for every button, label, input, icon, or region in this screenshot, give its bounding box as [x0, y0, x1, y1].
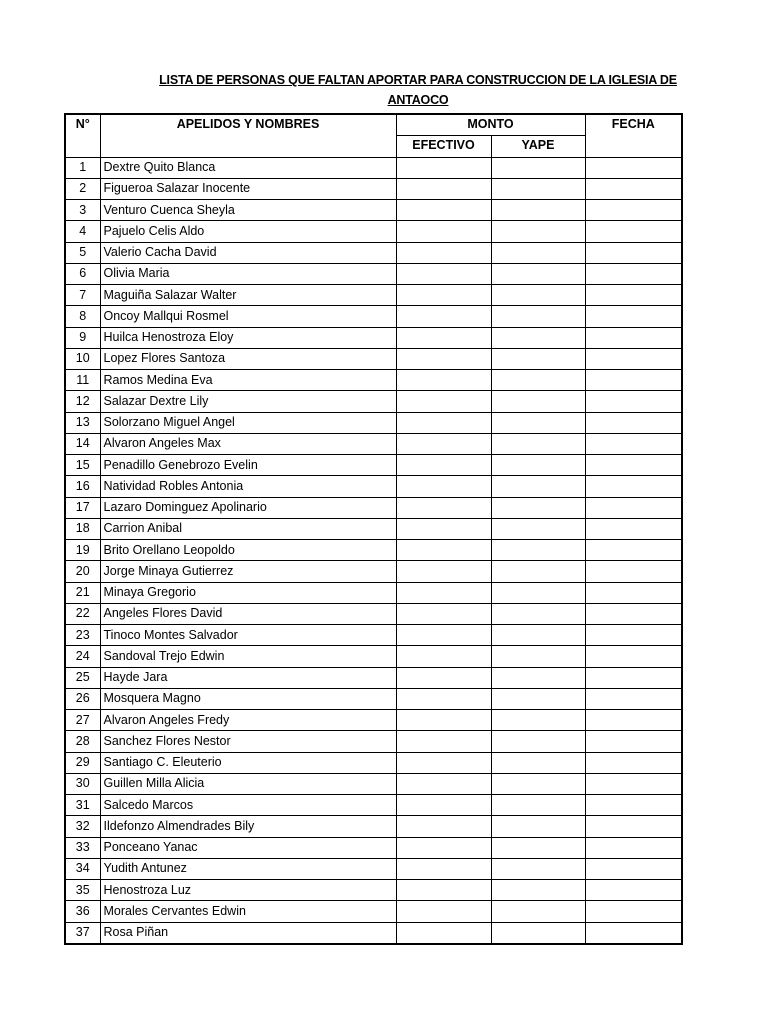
cell-yape [491, 242, 585, 263]
row-name: Henostroza Luz [100, 880, 396, 901]
cell-yape [491, 880, 585, 901]
cell-yape [491, 922, 585, 944]
cell-date [585, 837, 682, 858]
row-name: Ramos Medina Eva [100, 370, 396, 391]
cell-cash [396, 880, 491, 901]
row-name: Maguiña Salazar Walter [100, 285, 396, 306]
row-number: 27 [65, 710, 100, 731]
cell-date [585, 901, 682, 922]
row-name: Carrion Anibal [100, 518, 396, 539]
row-number: 14 [65, 433, 100, 454]
cell-date [585, 752, 682, 773]
table-row [65, 603, 682, 624]
table-row [65, 263, 682, 284]
row-name: Angeles Flores David [100, 603, 396, 624]
cell-date [585, 412, 682, 433]
cell-yape [491, 858, 585, 879]
table-row [65, 370, 682, 391]
table-row [65, 773, 682, 794]
row-number: 2 [65, 178, 100, 199]
row-number: 33 [65, 837, 100, 858]
cell-cash [396, 178, 491, 199]
table-row [65, 221, 682, 242]
row-name: Valerio Cacha David [100, 242, 396, 263]
row-number: 8 [65, 306, 100, 327]
cell-cash [396, 646, 491, 667]
row-name: Sanchez Flores Nestor [100, 731, 396, 752]
cell-cash [396, 455, 491, 476]
cell-date [585, 455, 682, 476]
cell-yape [491, 582, 585, 603]
cell-yape [491, 285, 585, 306]
cell-cash [396, 348, 491, 369]
cell-cash [396, 710, 491, 731]
cell-yape [491, 221, 585, 242]
row-name: Yudith Antunez [100, 858, 396, 879]
table-row [65, 285, 682, 306]
cell-yape [491, 710, 585, 731]
cell-cash [396, 200, 491, 221]
table-row [65, 667, 682, 688]
cell-date [585, 200, 682, 221]
cell-cash [396, 561, 491, 582]
row-number: 31 [65, 795, 100, 816]
table-row [65, 710, 682, 731]
cell-yape [491, 837, 585, 858]
cell-date [585, 178, 682, 199]
row-name: Alvaron Angeles Fredy [100, 710, 396, 731]
row-number: 12 [65, 391, 100, 412]
table-row [65, 880, 682, 901]
row-name: Rosa Piñan [100, 922, 396, 944]
table-row [65, 901, 682, 922]
row-number: 29 [65, 752, 100, 773]
row-name: Hayde Jara [100, 667, 396, 688]
row-number: 11 [65, 370, 100, 391]
table-row [65, 922, 682, 944]
cell-cash [396, 837, 491, 858]
row-name: Solorzano Miguel Angel [100, 412, 396, 433]
cell-date [585, 731, 682, 752]
cell-yape [491, 561, 585, 582]
cell-date [585, 157, 682, 178]
row-name: Lopez Flores Santoza [100, 348, 396, 369]
cell-date [585, 561, 682, 582]
row-number: 30 [65, 773, 100, 794]
table-row [65, 455, 682, 476]
cell-cash [396, 370, 491, 391]
header-row [65, 114, 682, 136]
cell-date [585, 433, 682, 454]
row-name: Sandoval Trejo Edwin [100, 646, 396, 667]
cell-yape [491, 816, 585, 837]
header-names: APELIDOS Y NOMBRES [100, 114, 396, 157]
cell-yape [491, 646, 585, 667]
row-name: Jorge Minaya Gutierrez [100, 561, 396, 582]
cell-date [585, 391, 682, 412]
cell-cash [396, 603, 491, 624]
row-name: Olivia Maria [100, 263, 396, 284]
cell-yape [491, 625, 585, 646]
cell-date [585, 497, 682, 518]
cell-date [585, 858, 682, 879]
row-number: 13 [65, 412, 100, 433]
row-number: 19 [65, 540, 100, 561]
cell-date [585, 582, 682, 603]
row-number: 26 [65, 688, 100, 709]
table-row [65, 476, 682, 497]
cell-cash [396, 858, 491, 879]
cell-yape [491, 497, 585, 518]
cell-cash [396, 582, 491, 603]
cell-date [585, 306, 682, 327]
cell-cash [396, 625, 491, 646]
cell-date [585, 710, 682, 731]
row-name: Brito Orellano Leopoldo [100, 540, 396, 561]
table-row [65, 646, 682, 667]
row-number: 16 [65, 476, 100, 497]
table-row [65, 391, 682, 412]
row-number: 20 [65, 561, 100, 582]
row-name: Natividad Robles Antonia [100, 476, 396, 497]
row-number: 17 [65, 497, 100, 518]
row-number: 32 [65, 816, 100, 837]
contributions-table [64, 113, 683, 945]
cell-yape [491, 455, 585, 476]
row-name: Ponceano Yanac [100, 837, 396, 858]
row-name: Salazar Dextre Lily [100, 391, 396, 412]
cell-cash [396, 816, 491, 837]
table-row [65, 178, 682, 199]
table-row [65, 561, 682, 582]
row-name: Huilca Henostroza Eloy [100, 327, 396, 348]
row-number: 15 [65, 455, 100, 476]
cell-yape [491, 603, 585, 624]
cell-cash [396, 157, 491, 178]
cell-date [585, 221, 682, 242]
cell-yape [491, 263, 585, 284]
table-body [65, 157, 682, 944]
cell-yape [491, 688, 585, 709]
cell-yape [491, 200, 585, 221]
row-number: 3 [65, 200, 100, 221]
cell-yape [491, 178, 585, 199]
table-row [65, 157, 682, 178]
table-row [65, 752, 682, 773]
cell-cash [396, 433, 491, 454]
row-name: Penadillo Genebrozo Evelin [100, 455, 396, 476]
table-row [65, 327, 682, 348]
table-row [65, 816, 682, 837]
cell-date [585, 773, 682, 794]
table-row [65, 582, 682, 603]
cell-yape [491, 731, 585, 752]
row-number: 6 [65, 263, 100, 284]
row-name: Salcedo Marcos [100, 795, 396, 816]
row-name: Dextre Quito Blanca [100, 157, 396, 178]
table-row [65, 540, 682, 561]
cell-cash [396, 667, 491, 688]
row-number: 24 [65, 646, 100, 667]
cell-cash [396, 412, 491, 433]
cell-date [585, 285, 682, 306]
cell-yape [491, 540, 585, 561]
table-row [65, 837, 682, 858]
row-number: 7 [65, 285, 100, 306]
row-number: 37 [65, 922, 100, 944]
cell-date [585, 370, 682, 391]
cell-date [585, 625, 682, 646]
cell-date [585, 646, 682, 667]
row-name: Minaya Gregorio [100, 582, 396, 603]
cell-yape [491, 433, 585, 454]
cell-yape [491, 476, 585, 497]
header-cash: EFECTIVO [396, 136, 491, 157]
cell-cash [396, 263, 491, 284]
cell-date [585, 263, 682, 284]
table-row [65, 497, 682, 518]
row-number: 25 [65, 667, 100, 688]
table-row [65, 688, 682, 709]
row-name: Santiago C. Eleuterio [100, 752, 396, 773]
cell-cash [396, 922, 491, 944]
table-row [65, 731, 682, 752]
cell-cash [396, 752, 491, 773]
cell-yape [491, 752, 585, 773]
row-name: Figueroa Salazar Inocente [100, 178, 396, 199]
row-name: Guillen Milla Alicia [100, 773, 396, 794]
cell-cash [396, 476, 491, 497]
cell-yape [491, 518, 585, 539]
table-row [65, 412, 682, 433]
cell-yape [491, 327, 585, 348]
cell-cash [396, 540, 491, 561]
table-row [65, 795, 682, 816]
cell-date [585, 540, 682, 561]
row-name: Mosquera Magno [100, 688, 396, 709]
cell-yape [491, 412, 585, 433]
row-name: Venturo Cuenca Sheyla [100, 200, 396, 221]
cell-date [585, 816, 682, 837]
row-number: 10 [65, 348, 100, 369]
row-number: 28 [65, 731, 100, 752]
cell-cash [396, 901, 491, 922]
cell-cash [396, 518, 491, 539]
cell-date [585, 348, 682, 369]
header-amount: MONTO [396, 114, 585, 136]
cell-yape [491, 795, 585, 816]
document-title-line2 [60, 91, 768, 109]
cell-cash [396, 285, 491, 306]
cell-yape [491, 370, 585, 391]
cell-cash [396, 242, 491, 263]
row-number: 23 [65, 625, 100, 646]
row-number: 35 [65, 880, 100, 901]
cell-date [585, 688, 682, 709]
cell-cash [396, 731, 491, 752]
cell-yape [491, 391, 585, 412]
cell-cash [396, 221, 491, 242]
row-number: 4 [65, 221, 100, 242]
row-number: 22 [65, 603, 100, 624]
table-row [65, 625, 682, 646]
cell-date [585, 795, 682, 816]
row-name: Tinoco Montes Salvador [100, 625, 396, 646]
cell-yape [491, 773, 585, 794]
cell-yape [491, 306, 585, 327]
header-yape: YAPE [491, 136, 585, 157]
cell-cash [396, 391, 491, 412]
cell-date [585, 476, 682, 497]
cell-date [585, 667, 682, 688]
cell-yape [491, 901, 585, 922]
cell-date [585, 603, 682, 624]
cell-yape [491, 667, 585, 688]
cell-yape [491, 157, 585, 178]
row-name: Ildefonzo Almendrades Bily [100, 816, 396, 837]
cell-cash [396, 688, 491, 709]
table-row [65, 306, 682, 327]
cell-date [585, 242, 682, 263]
row-name: Morales Cervantes Edwin [100, 901, 396, 922]
header-date: FECHA [585, 114, 682, 157]
cell-cash [396, 306, 491, 327]
row-name: Oncoy Mallqui Rosmel [100, 306, 396, 327]
cell-yape [491, 348, 585, 369]
table-row [65, 200, 682, 221]
row-number: 34 [65, 858, 100, 879]
table-row [65, 518, 682, 539]
row-number: 9 [65, 327, 100, 348]
cell-cash [396, 497, 491, 518]
row-number: 5 [65, 242, 100, 263]
cell-date [585, 327, 682, 348]
row-number: 18 [65, 518, 100, 539]
cell-date [585, 880, 682, 901]
header-number: N° [65, 114, 100, 157]
cell-cash [396, 327, 491, 348]
table-row [65, 242, 682, 263]
cell-cash [396, 795, 491, 816]
cell-date [585, 518, 682, 539]
cell-date [585, 922, 682, 944]
row-number: 21 [65, 582, 100, 603]
table-header [65, 114, 682, 157]
row-number: 36 [65, 901, 100, 922]
row-number: 1 [65, 157, 100, 178]
cell-cash [396, 773, 491, 794]
row-name: Alvaron Angeles Max [100, 433, 396, 454]
table-row [65, 348, 682, 369]
document-title-line1 [60, 71, 768, 89]
row-name: Pajuelo Celis Aldo [100, 221, 396, 242]
table-row [65, 433, 682, 454]
document-title-text-2: ANTAOCO [387, 93, 449, 107]
row-name: Lazaro Dominguez Apolinario [100, 497, 396, 518]
document-title-text-1: LISTA DE PERSONAS QUE FALTAN APORTAR PARA CONSTRUCCION DE LA IGLESIA DE [159, 73, 677, 87]
table-row [65, 858, 682, 879]
